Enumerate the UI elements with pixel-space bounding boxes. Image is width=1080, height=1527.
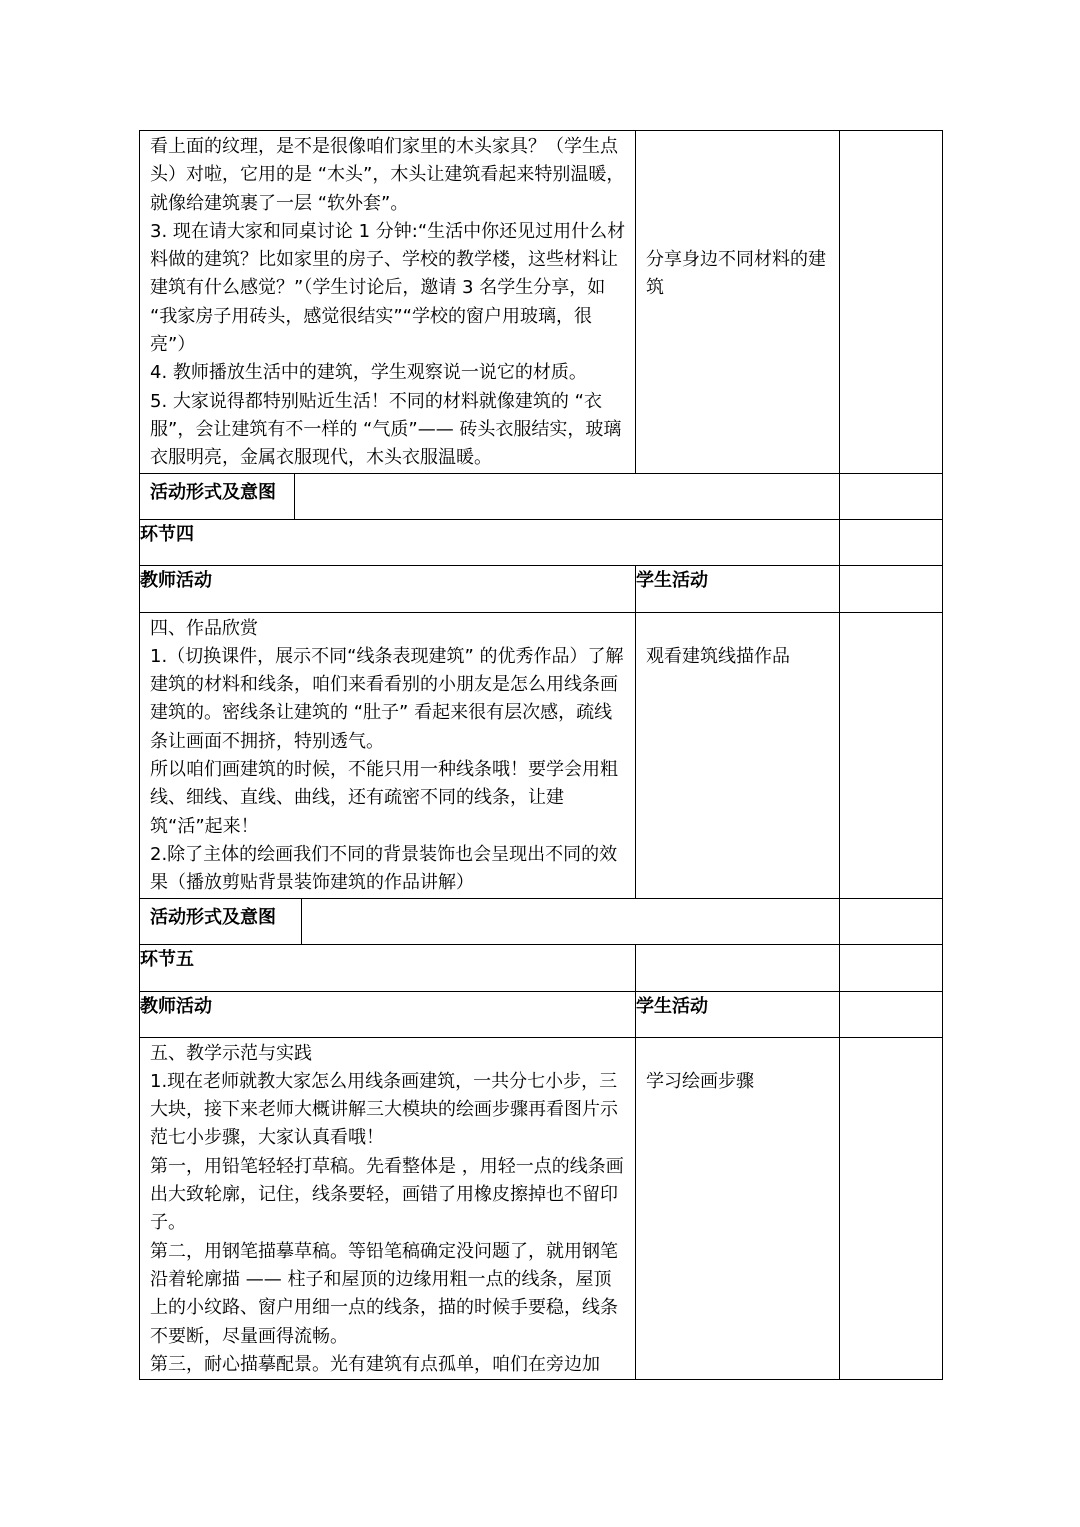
section4-teacher-cell (140, 612, 636, 898)
teacher-paragraph: 第三，耐心描摹配景。光有建筑有点孤单，咱们在旁边加 (150, 1353, 600, 1375)
student-activity-text: 分享身边不同材料的建筑 (646, 249, 826, 299)
teacher-activity-header: 教师活动 (140, 565, 636, 612)
teacher-paragraph: 看上面的纹理，是不是很像咱们家里的木头家具？（学生点头）对啦，它用的是 “木头”，木头让建筑看起来特别温暖，就像给建筑裹了一层 “软外套”。 (150, 136, 625, 214)
teacher-paragraph: 第一，用铅笔轻轻打草稿。先看整体是 ，用轻一点的线条画出大致轮廓，记住，线条要轻，画错了用橡皮擦掉也不留印子。 (150, 1155, 624, 1234)
section4-content-row (140, 612, 943, 898)
teacher-paragraph: 第二，用钢笔描摹草稿。等铅笔稿确定没问题了，就用钢笔沿着轮廓描 —— 柱子和屋顶的边缘用粗一点的线条，屋顶上的小纹路、窗户用细一点的线条，描的时候手要稳，线条不要断，尽量画得流畅。 (150, 1240, 618, 1347)
empty-cell (840, 519, 943, 565)
teacher-paragraph: 1.现在老师就教大家怎么用线条画建筑，一共分七小步，三大块，接下来老师大概讲解三大模块的绘画步骤再看图片示范七小步骤，大家认真看哦！ (150, 1070, 618, 1149)
activity-form-label: 活动形式及意图 (140, 899, 302, 944)
section4-title: 环节四 (140, 519, 840, 565)
student-activity-text: 学习绘画步骤 (646, 1070, 754, 1092)
activity-form-row (140, 473, 943, 519)
teacher-activity-header: 教师活动 (140, 991, 636, 1037)
empty-cell (840, 131, 943, 474)
section5-header-row (140, 991, 943, 1037)
activity-form-cell (140, 473, 840, 519)
teacher-paragraph: 4. 教师播放生活中的建筑，学生观察说一说它的材质。 (150, 362, 587, 384)
empty-cell (840, 944, 943, 991)
teacher-paragraph: 五、教学示范与实践 (150, 1042, 312, 1064)
teacher-paragraph: 所以咱们画建筑的时候，不能只用一种线条哦！要学会用粗线、细线、直线、曲线，还有疏密不同的线条，让建筑“活”起来！ (150, 759, 618, 837)
section4-title-row (140, 519, 943, 565)
section5-content-row (140, 1037, 943, 1380)
section4-student-cell (636, 612, 840, 898)
empty-cell (840, 898, 943, 944)
empty-cell (840, 565, 943, 612)
activity-form-label: 活动形式及意图 (140, 474, 295, 519)
activity-form-cell (140, 898, 840, 944)
teacher-paragraph: 5. 大家说得都特别贴近生活！不同的材料就像建筑的 “衣服”，会让建筑有不一样的 “气质”—— 砖头衣服结实，玻璃衣服明亮，金属衣服现代，木头衣服温暖。 (150, 390, 622, 469)
teacher-paragraph: 2.除了主体的绘画我们不同的背景装饰也会呈现出不同的效果（播放剪贴背景装饰建筑的作品讲解） (150, 843, 618, 894)
section3-teacher-cell (140, 131, 636, 474)
empty-cell (840, 473, 943, 519)
empty-cell (636, 944, 840, 991)
section5-teacher-cell (140, 1037, 636, 1380)
empty-cell (840, 1037, 943, 1380)
section5-title-row (140, 944, 943, 991)
student-activity-text: 观看建筑线描作品 (646, 645, 790, 667)
section4-header-row (140, 565, 943, 612)
section3-student-cell (636, 131, 840, 474)
section3-content-row (140, 131, 943, 474)
teacher-paragraph: 1.（切换课件，展示不同“线条表现建筑” 的优秀作品）了解建筑的材料和线条，咱们来看看别的小朋友是怎么用线条画建筑的。密线条让建筑的 “肚子” 看起来很有层次感，疏线条让画面不拥挤，特别透气。 (150, 645, 624, 752)
student-activity-header: 学生活动 (636, 565, 840, 612)
student-activity-header: 学生活动 (636, 991, 840, 1037)
lesson-plan-table (139, 130, 943, 1380)
section5-title: 环节五 (140, 944, 636, 991)
empty-cell (840, 612, 943, 898)
activity-form-row (140, 898, 943, 944)
section5-student-cell (636, 1037, 840, 1380)
empty-cell (840, 991, 943, 1037)
teacher-paragraph: 3. 现在请大家和同桌讨论 1 分钟:“生活中你还见过用什么材料做的建筑？比如家里的房子、学校的教学楼，这些材料让建筑有什么感觉？”（学生讨论后，邀请 3 名学生分享，如 “我家房子用砖头，感觉很结实”“学校的窗户用玻璃，很亮”） (150, 220, 626, 356)
teacher-paragraph: 四、作品欣赏 (150, 617, 258, 639)
